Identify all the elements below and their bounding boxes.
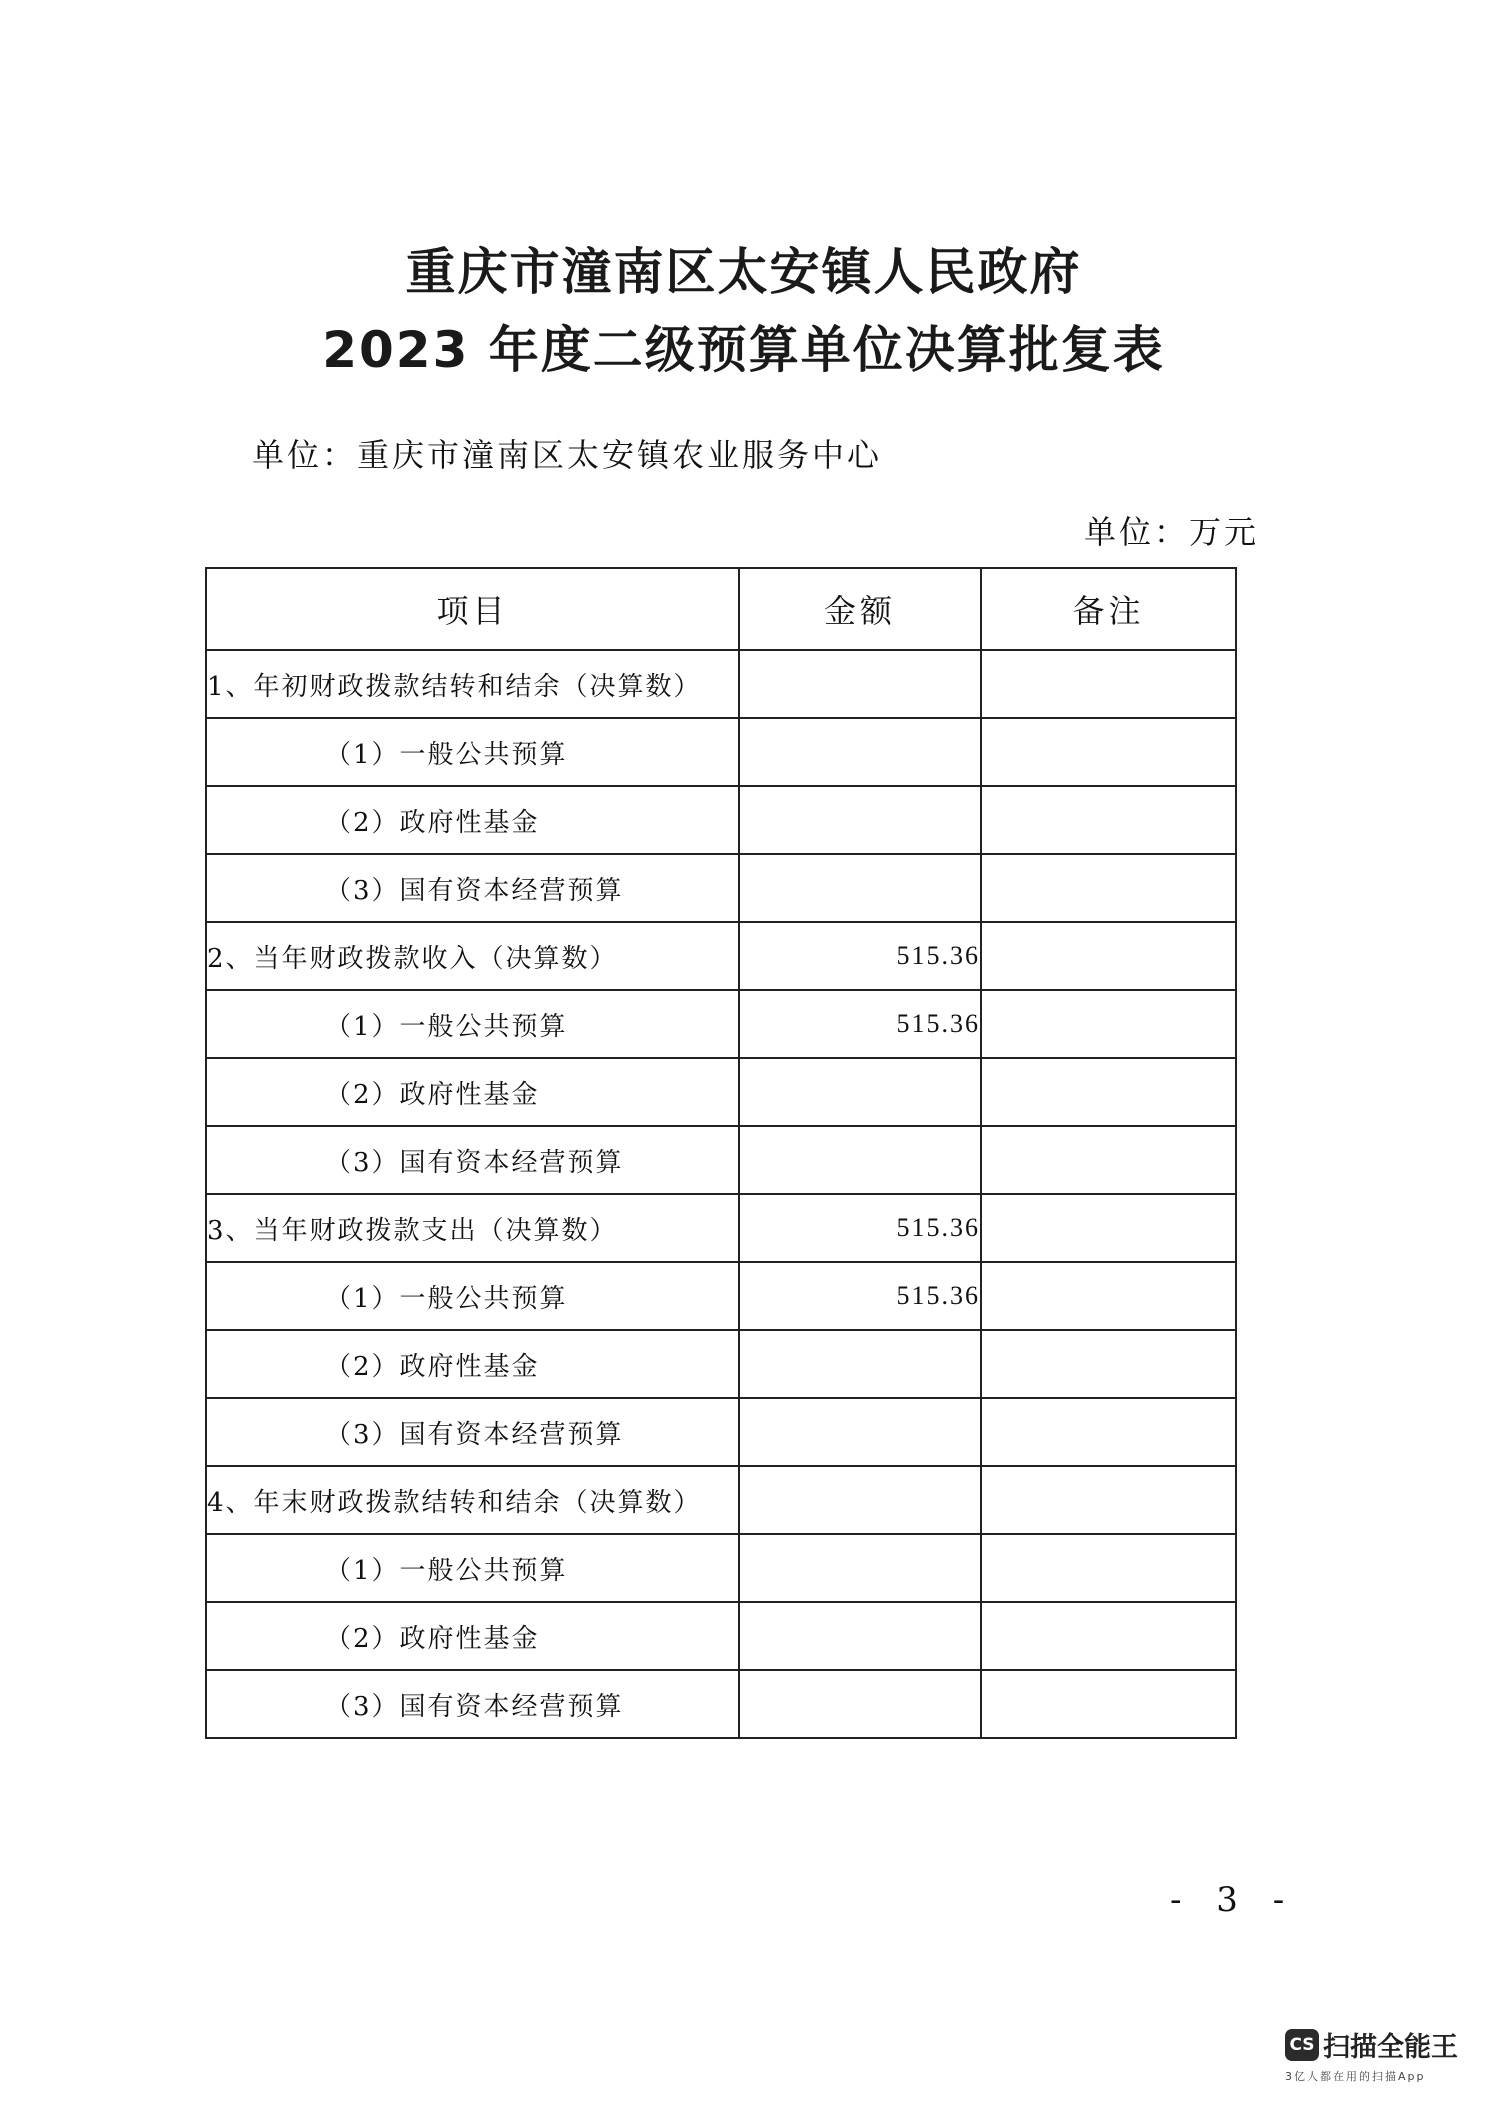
row-note	[981, 786, 1236, 854]
row-item: （3）国有资本经营预算	[206, 1398, 739, 1466]
row-note	[981, 1126, 1236, 1194]
currency-unit: 单位：万元	[1083, 513, 1259, 551]
row-item: （2）政府性基金	[206, 1058, 739, 1126]
scanner-tagline: 3亿人都在用的扫描App	[1285, 2070, 1426, 2083]
row-note	[981, 922, 1236, 990]
table-row	[206, 718, 1236, 786]
table-row	[206, 650, 1236, 718]
row-item: （2）政府性基金	[206, 1330, 739, 1398]
scanner-watermark	[1285, 2025, 1475, 2084]
row-item: （1）一般公共预算	[206, 1534, 739, 1602]
table-row	[206, 922, 1236, 990]
row-note	[981, 1330, 1236, 1398]
table-row	[206, 1602, 1236, 1670]
row-amount: 515.36	[739, 990, 981, 1058]
page-number: - 3 -	[1170, 1880, 1297, 1920]
table-row	[206, 1398, 1236, 1466]
row-amount	[739, 1602, 981, 1670]
row-item: 2、当年财政拨款收入（决算数）	[206, 922, 739, 990]
row-item: （3）国有资本经营预算	[206, 1670, 739, 1738]
budget-table	[205, 567, 1237, 1739]
row-amount	[739, 1398, 981, 1466]
header-amount: 金额	[739, 568, 981, 650]
table-row	[206, 1330, 1236, 1398]
table-row	[206, 1194, 1236, 1262]
row-note	[981, 1670, 1236, 1738]
table-row	[206, 854, 1236, 922]
row-amount	[739, 1126, 981, 1194]
row-amount	[739, 854, 981, 922]
row-note	[981, 1262, 1236, 1330]
row-amount	[739, 718, 981, 786]
row-amount	[739, 1058, 981, 1126]
document-title-line1: 重庆市潼南区太安镇人民政府	[405, 243, 1082, 301]
header-note: 备注	[981, 568, 1236, 650]
row-item: （3）国有资本经营预算	[206, 854, 739, 922]
table-row	[206, 1534, 1236, 1602]
scanner-app-name: 扫描全能王	[1323, 2032, 1458, 2063]
unit-name: 单位：重庆市潼南区太安镇农业服务中心	[252, 436, 883, 474]
row-amount	[739, 1330, 981, 1398]
row-note	[981, 650, 1236, 718]
row-note	[981, 1194, 1236, 1262]
row-amount	[739, 1534, 981, 1602]
scanner-logo-icon: CS	[1285, 2029, 1319, 2061]
row-amount	[739, 1466, 981, 1534]
table-row	[206, 1466, 1236, 1534]
document-title-line2: 2023 年度二级预算单位决算批复表	[322, 321, 1165, 379]
row-note	[981, 990, 1236, 1058]
row-note	[981, 1602, 1236, 1670]
row-amount: 515.36	[739, 1194, 981, 1262]
row-item: （2）政府性基金	[206, 1602, 739, 1670]
table-header-row	[206, 568, 1236, 650]
row-item: （2）政府性基金	[206, 786, 739, 854]
row-amount	[739, 1670, 981, 1738]
table-row	[206, 786, 1236, 854]
row-amount	[739, 650, 981, 718]
row-note	[981, 1398, 1236, 1466]
row-note	[981, 1058, 1236, 1126]
row-item: （1）一般公共预算	[206, 718, 739, 786]
table-row	[206, 1126, 1236, 1194]
row-item: （1）一般公共预算	[206, 1262, 739, 1330]
row-item: 4、年末财政拨款结转和结余（决算数）	[206, 1466, 739, 1534]
table-row	[206, 1670, 1236, 1738]
table-row	[206, 1262, 1236, 1330]
row-note	[981, 854, 1236, 922]
row-amount	[739, 786, 981, 854]
row-note	[981, 718, 1236, 786]
row-note	[981, 1534, 1236, 1602]
table-row	[206, 1058, 1236, 1126]
row-note	[981, 1466, 1236, 1534]
table-row	[206, 990, 1236, 1058]
row-amount: 515.36	[739, 1262, 981, 1330]
row-amount: 515.36	[739, 922, 981, 990]
row-item: 1、年初财政拨款结转和结余（决算数）	[206, 650, 739, 718]
header-item: 项目	[206, 568, 739, 650]
row-item: （1）一般公共预算	[206, 990, 739, 1058]
row-item: （3）国有资本经营预算	[206, 1126, 739, 1194]
row-item: 3、当年财政拨款支出（决算数）	[206, 1194, 739, 1262]
